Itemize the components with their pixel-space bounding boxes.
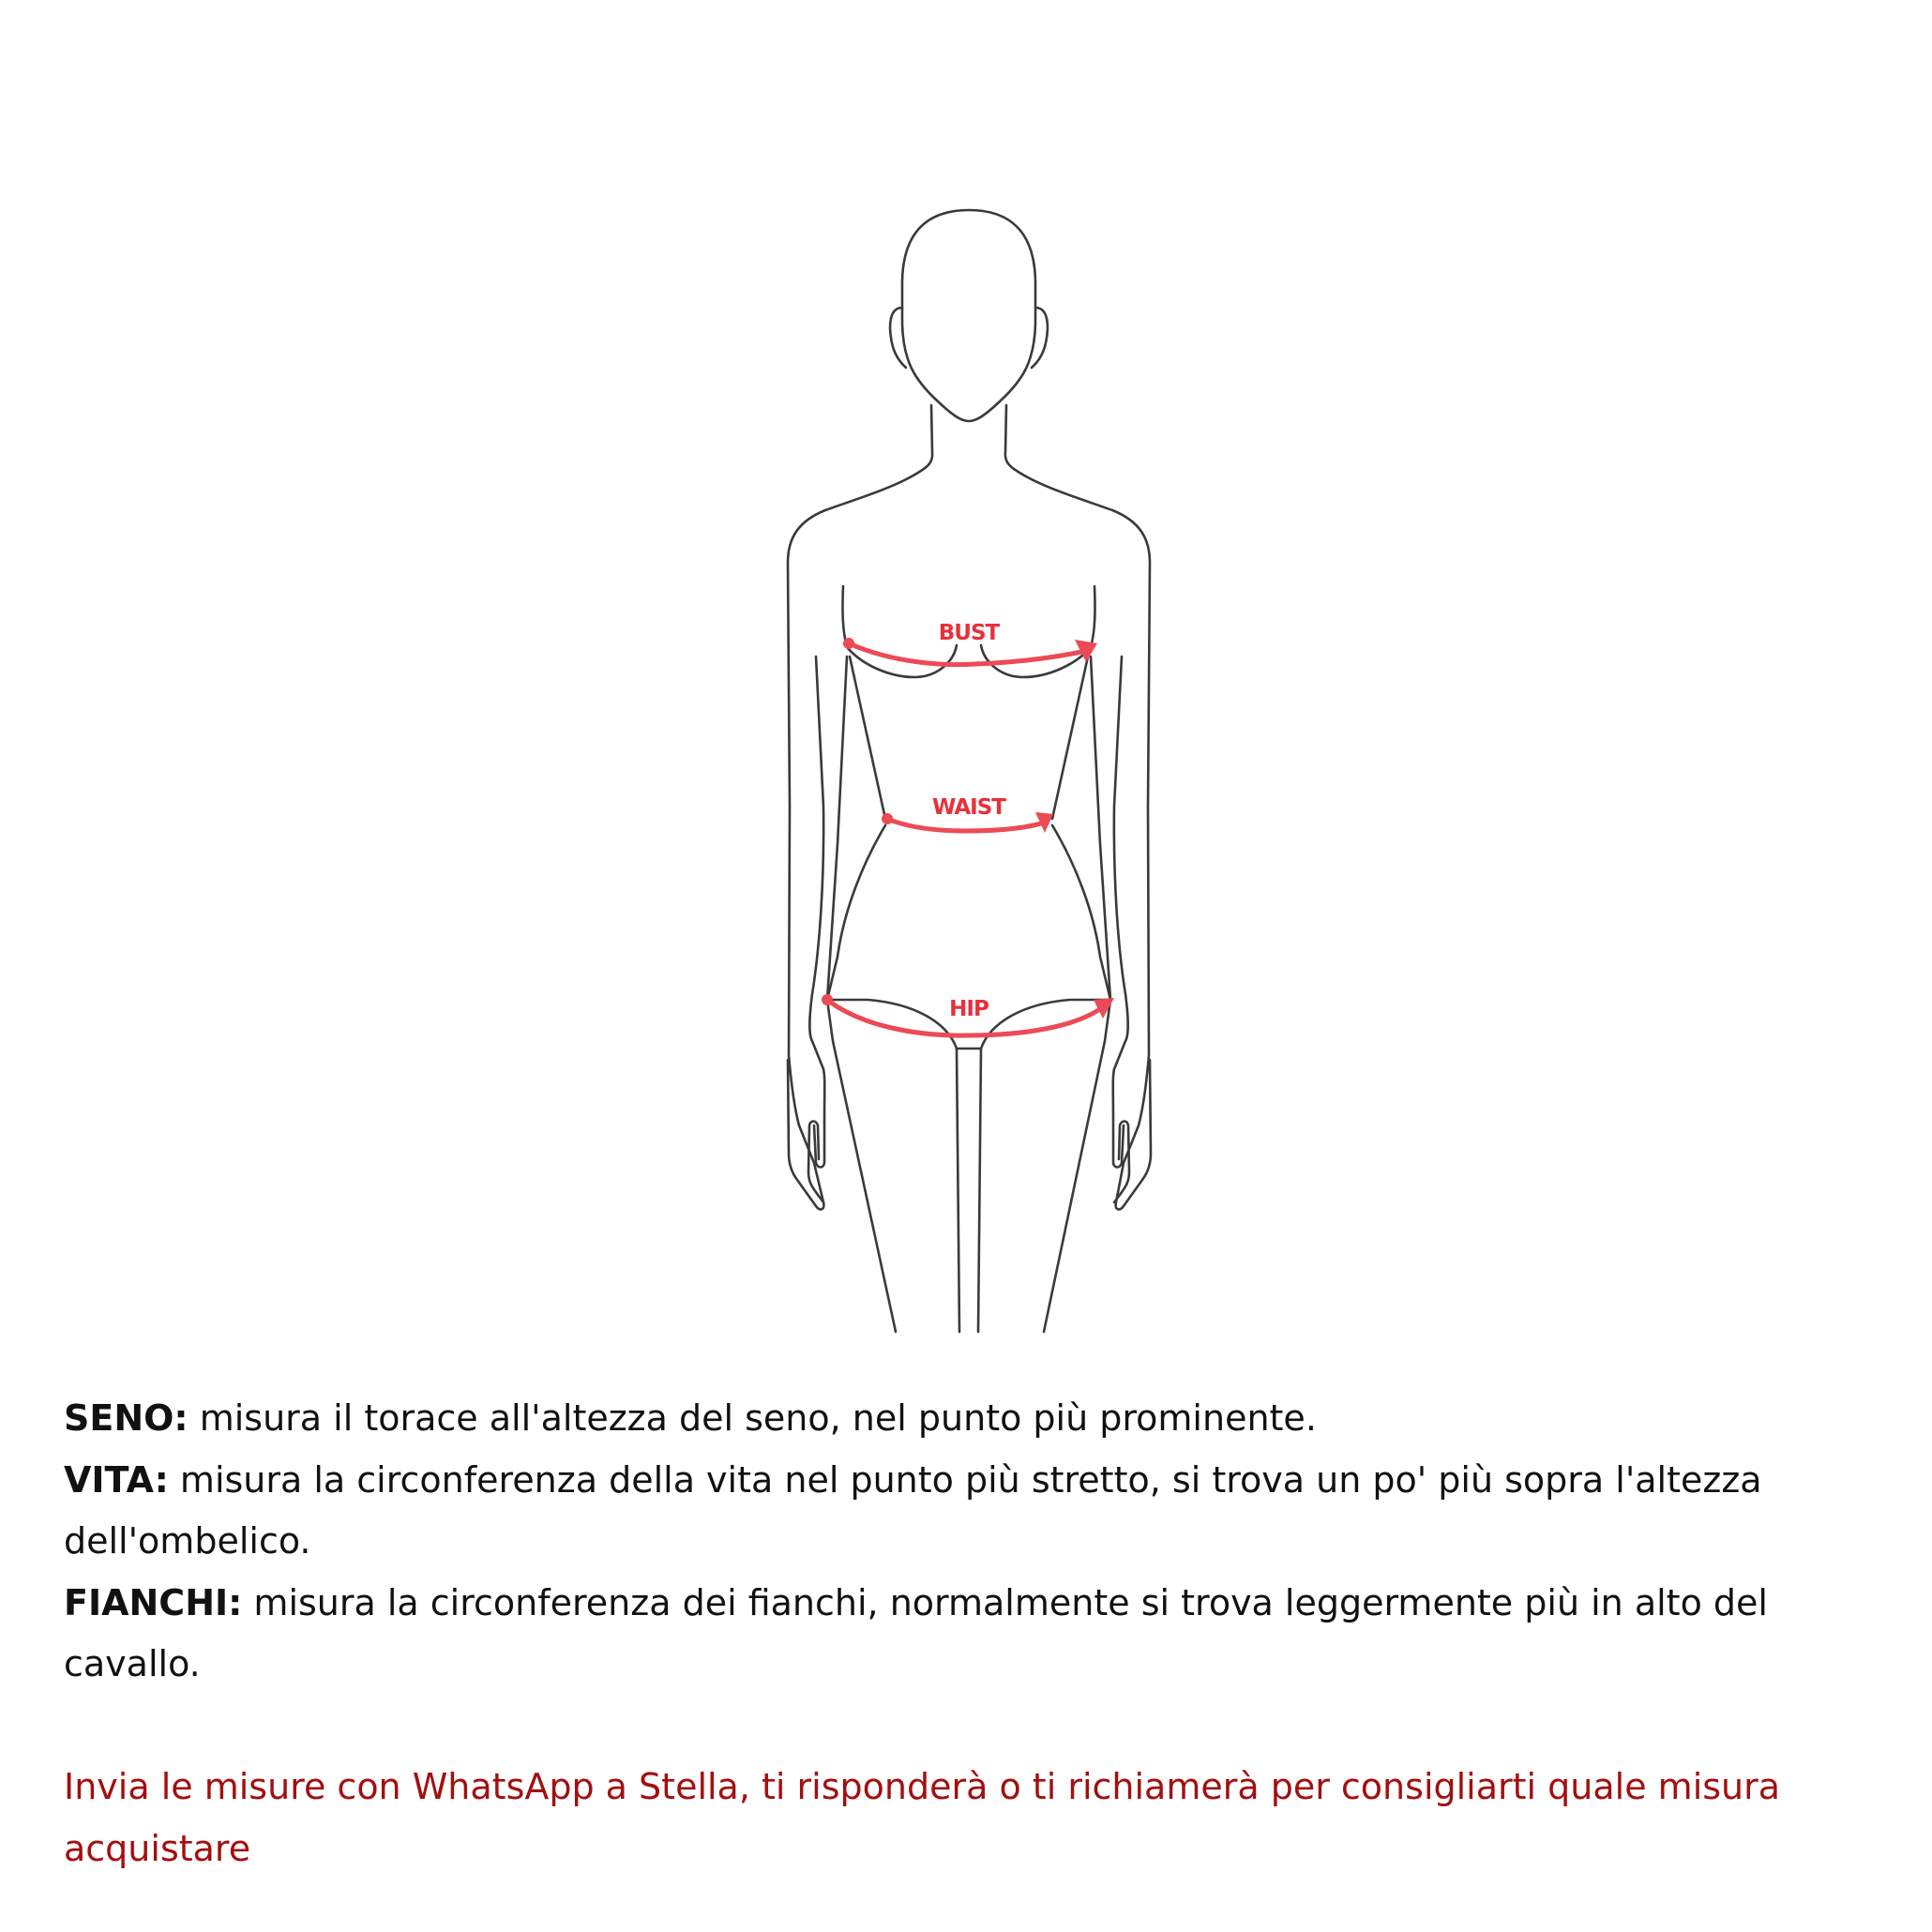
instruction-waist bbox=[64, 1450, 1864, 1573]
hip-start-dot bbox=[822, 994, 833, 1005]
bust-start-dot bbox=[843, 638, 854, 649]
instruction-hips bbox=[64, 1573, 1864, 1696]
left-torso-side bbox=[827, 657, 896, 1332]
measurement-instructions bbox=[64, 1388, 1864, 1696]
instruction-text: misura la circonferenza della vita nel punto più stretto, si trova un po' più sopra l'altezza dell'ombelico. bbox=[64, 1458, 1762, 1562]
right-waist-line bbox=[1052, 657, 1088, 819]
instruction-text: misura la circonferenza dei fianchi, normalmente si trova leggermente più in alto del cavallo. bbox=[64, 1581, 1768, 1684]
instruction-text: misura il torace all'altezza del seno, nel punto più prominente. bbox=[188, 1397, 1317, 1439]
right-inner-arm bbox=[1113, 657, 1128, 1168]
left-waist-line bbox=[850, 657, 885, 819]
waist-label: WAIST bbox=[932, 795, 1005, 820]
hip-label: HIP bbox=[949, 997, 989, 1021]
instruction-term: VITA: bbox=[64, 1458, 169, 1501]
instruction-bust bbox=[64, 1388, 1864, 1450]
inner-legs bbox=[957, 1049, 981, 1332]
whatsapp-contact-note: Invia le misure con WhatsApp a Stella, ti risponderà o ti richiamerà per consigliarti quale misura acquistare bbox=[64, 1766, 1781, 1869]
instruction-term: FIANCHI: bbox=[64, 1581, 243, 1623]
hip-arrow-head bbox=[1094, 998, 1114, 1019]
left-neck-shoulder-arm bbox=[788, 405, 932, 1209]
instruction-term: SENO: bbox=[64, 1397, 189, 1439]
waist-start-dot bbox=[882, 813, 893, 824]
right-bust-side bbox=[1091, 586, 1095, 647]
bust-label: BUST bbox=[938, 621, 1000, 645]
left-bust-side bbox=[842, 586, 847, 647]
head-outline bbox=[902, 210, 1035, 421]
waist-measure-line bbox=[887, 819, 1047, 831]
bust-measure-line bbox=[849, 643, 1086, 665]
right-neck-shoulder-arm bbox=[1005, 405, 1151, 1209]
left-inner-arm bbox=[809, 657, 824, 1168]
right-torso-side bbox=[1044, 657, 1110, 1332]
